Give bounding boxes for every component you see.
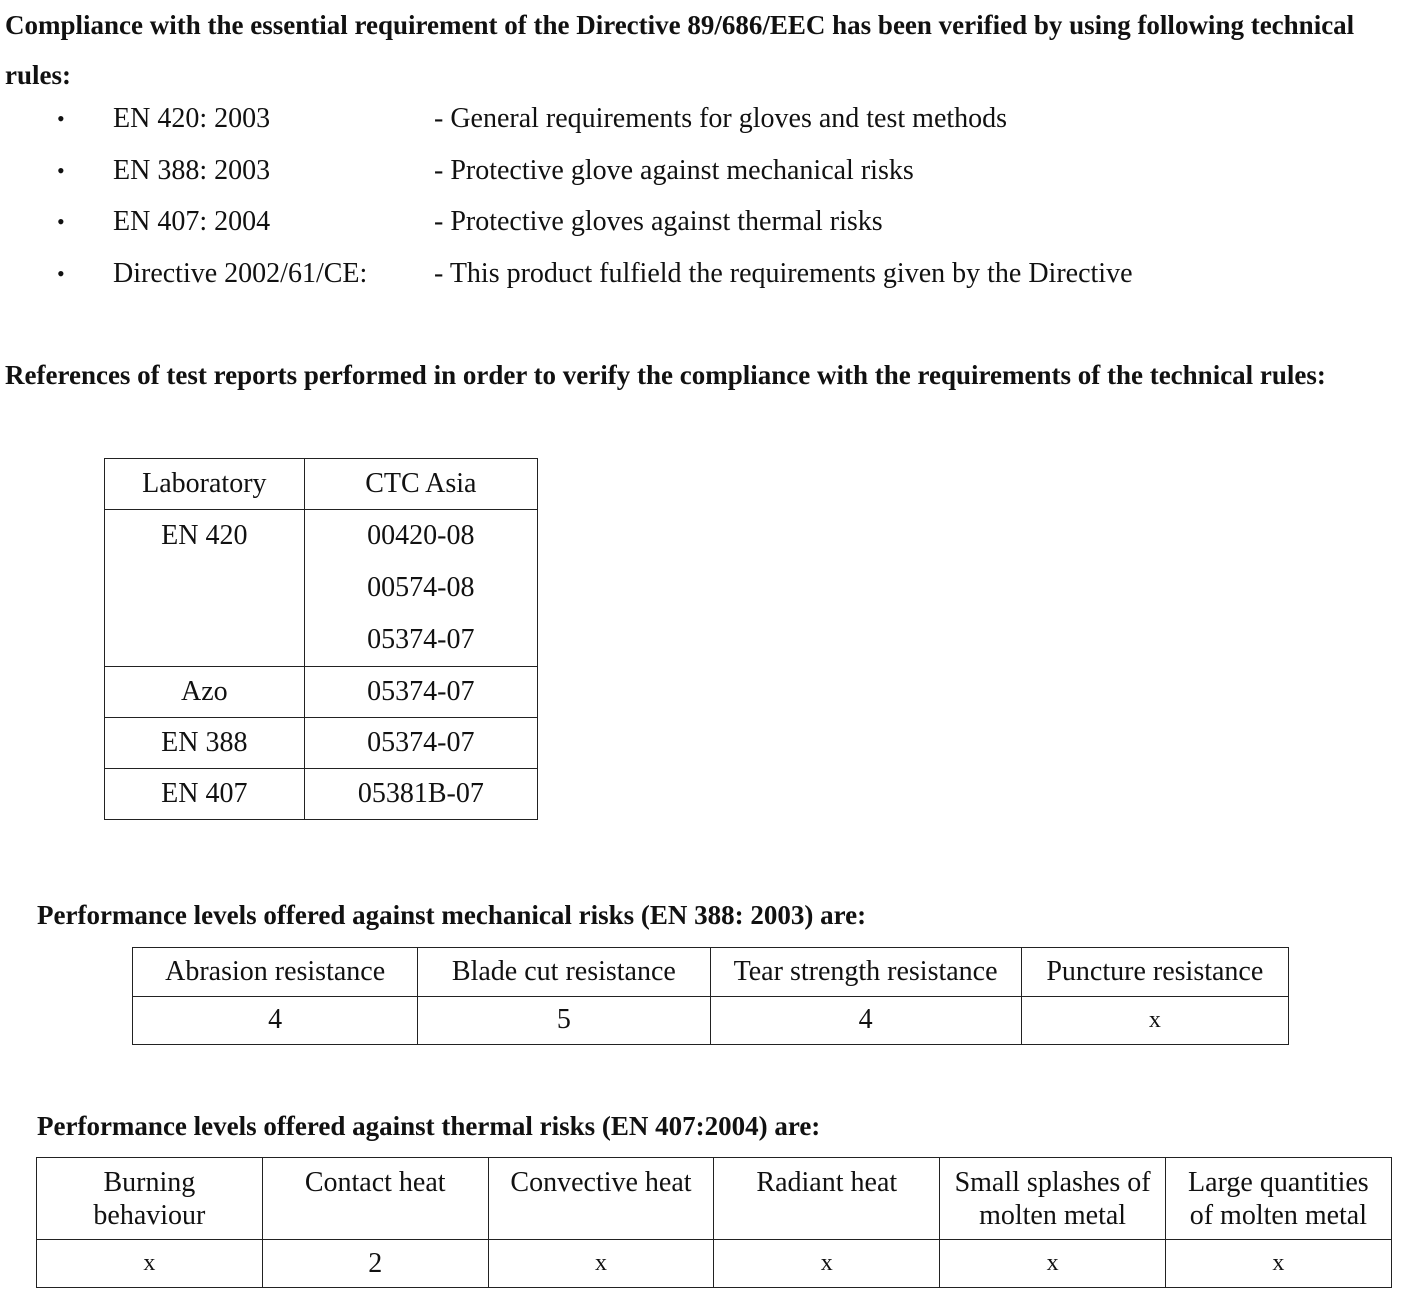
table-header-cell: Abrasion resistance [133,948,418,997]
header-line: Large quantities [1188,1167,1369,1198]
table-header-row [37,1158,1392,1240]
header-line: behaviour [93,1200,206,1231]
table-header-cell [488,1158,714,1240]
table-header-cell [37,1158,263,1240]
header-line: Convective heat [510,1167,692,1198]
bullet-icon: • [57,157,65,183]
table-cell-value: x [714,1240,940,1288]
test-reports-table [104,458,538,820]
table-header-cell [1165,1158,1391,1240]
table-cell-value [304,510,537,667]
table-cell-value: x [940,1240,1166,1288]
header-line: molten metal [979,1200,1127,1231]
table-cell-label [105,510,305,667]
rule-code: Directive 2002/61/CE: [113,257,368,289]
table-cell-value: x [1165,1240,1391,1288]
table-row [105,769,538,820]
table-cell-label: Laboratory [105,459,305,510]
rule-code: EN 407: 2004 [113,206,271,237]
table-cell-value: 4 [710,996,1021,1045]
table-header-cell [714,1158,940,1240]
table-row [105,667,538,718]
table-row [105,510,538,667]
header-line: of molten metal [1189,1200,1368,1231]
table-cell-value: 5 [418,996,710,1045]
table-cell-label: EN 407 [105,769,305,820]
cell-text: EN 420 [161,520,248,551]
bullet-icon: • [57,209,65,234]
table-cell-value: 05374-07 [304,667,537,718]
table-header-cell [262,1158,488,1240]
table-cell-value: CTC Asia [304,459,537,510]
cell-text: 05374-07 [367,624,475,655]
rule-description: - General requirements for gloves and test methods [434,103,1008,134]
table-cell-label: EN 388 [105,718,305,769]
cell-text: 00574-08 [367,572,475,603]
table-cell-value: x [37,1240,263,1288]
rule-description: - Protective glove against mechanical risks [434,154,914,186]
compliance-heading: Compliance with the essential requirement of the Directive 89/686/EEC has been verified by using following technical rules: [5,10,1355,90]
table-header-cell [940,1158,1166,1240]
header-line: Contact heat [304,1167,446,1198]
thermal-heading: Performance levels offered against thermal risks (EN 407:2004) are: [37,1111,821,1141]
table-header-row [133,948,1289,997]
bullet-icon: • [57,260,65,286]
table-row [37,1240,1392,1288]
table-cell-value: 2 [262,1240,488,1288]
cell-text: 00420-08 [367,520,475,551]
bullet-icon: • [57,106,65,131]
table-header-cell: Tear strength resistance [710,948,1021,997]
table-row [105,459,538,510]
mechanical-performance-table [132,947,1289,1045]
table-row [105,718,538,769]
table-cell-value: 05381B-07 [304,769,537,820]
table-cell-value: 4 [133,996,418,1045]
header-line: Small splashes of [954,1167,1151,1198]
rule-code: EN 420: 2003 [113,103,271,134]
rule-description: - Protective gloves against thermal risks [434,206,883,237]
table-cell-value: x [1021,996,1288,1045]
table-row [133,996,1289,1045]
table-cell-value: x [488,1240,714,1288]
references-heading: References of test reports performed in order to verify the compliance with the requirements of the technical rules: [5,360,1326,390]
rule-code: EN 388: 2003 [113,154,271,186]
header-line: Radiant heat [756,1167,898,1198]
table-cell-value: 05374-07 [304,718,537,769]
header-line: Burning [103,1167,196,1198]
rule-description: - This product fulfield the requirements given by the Directive [434,257,1133,289]
thermal-performance-table [36,1157,1392,1288]
table-header-cell: Blade cut resistance [418,948,710,997]
mechanical-heading: Performance levels offered against mechanical risks (EN 388: 2003) are: [37,900,867,930]
table-header-cell: Puncture resistance [1021,948,1288,997]
table-cell-label: Azo [105,667,305,718]
